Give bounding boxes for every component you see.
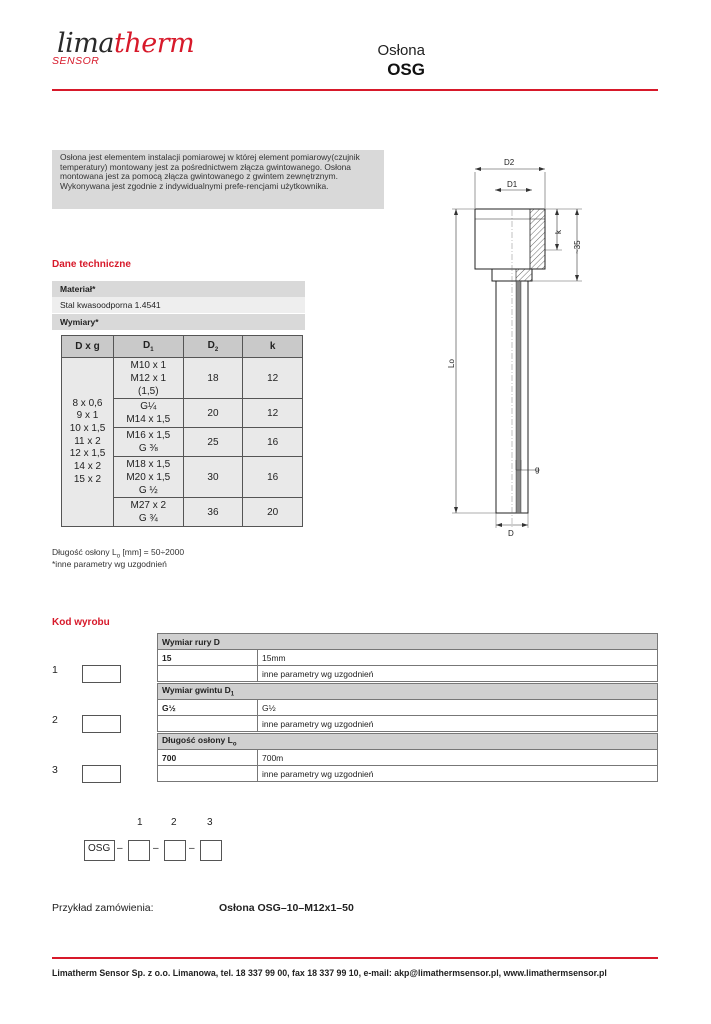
order-dash: –: [117, 843, 123, 854]
table-header-row: [62, 336, 303, 358]
dxg-value: 15 x 2: [73, 473, 102, 485]
d1-value: M20 x 1,5: [126, 471, 171, 483]
code-value: 15mm: [258, 650, 658, 666]
code-input-2[interactable]: [82, 715, 121, 733]
code-key: 700: [158, 750, 258, 766]
group-number: 2: [52, 714, 58, 726]
table-row: [158, 650, 658, 666]
example-value: Osłona OSG–10–M12x1–50: [219, 902, 354, 914]
col-header-d2: $D_2$: [183, 336, 243, 358]
code-table-3: [157, 733, 658, 782]
code-key: [158, 766, 258, 782]
col-header-d1: $D_1$: [113, 336, 183, 358]
d2-cell: 30: [183, 457, 243, 498]
dxg-value: 11 x 2: [74, 435, 101, 447]
group-number: 1: [52, 664, 58, 676]
code-key: [158, 666, 258, 682]
order-prefix: OSG: [88, 843, 111, 854]
code-input-1[interactable]: [82, 665, 121, 683]
length-note-pre: Długość osłony L: [52, 547, 117, 557]
group-number: 3: [52, 764, 58, 776]
dxg-value: 12 x 1,5: [69, 448, 106, 460]
code-value: G½: [258, 700, 658, 716]
d1-value: G ½: [138, 484, 158, 496]
code-key: 15: [158, 650, 258, 666]
tech-section-title: Dane techniczne: [52, 259, 131, 270]
col-header-dxg: D x g: [62, 336, 114, 358]
g-dim-label: g: [535, 465, 540, 474]
group-header: Wymiar rury D: [158, 634, 658, 650]
table-row: [158, 666, 658, 682]
logo-main: lima: [57, 28, 114, 59]
dxg-value: 10 x 1,5: [69, 422, 106, 434]
d1-value: G ¾: [138, 513, 158, 524]
length-note-post: [mm] = 50÷2000: [120, 547, 185, 557]
dxg-cell: [62, 358, 114, 527]
table-row: [62, 358, 303, 399]
table-row: [158, 700, 658, 716]
page-subtitle: Osłona: [377, 42, 425, 59]
thirtyfive-dim-label: ~35: [573, 240, 582, 254]
lo-dim-label: Lo: [447, 359, 456, 368]
d1-value: G¼: [140, 401, 157, 412]
dims-label: Wymiary*: [52, 314, 305, 330]
order-slot-3[interactable]: [200, 840, 222, 861]
order-slot-1[interactable]: [128, 840, 150, 861]
d1-value: M16 x 1,5: [126, 430, 171, 441]
code-table-2: [157, 683, 658, 732]
code-key: G½: [158, 700, 258, 716]
group-header: Długość osłony $L_o$: [158, 734, 658, 750]
d2-cell: 36: [183, 498, 243, 527]
k-cell: 16: [243, 457, 303, 498]
d2-dim-label: D2: [504, 158, 515, 167]
d-dim-label: D: [508, 529, 514, 538]
dxg-value: 8 x 0,6: [72, 397, 103, 409]
params-note: *inne parametry wg uzgodnień: [52, 559, 167, 569]
d1-value: G ⅜: [138, 443, 158, 454]
k-cell: 12: [243, 399, 303, 428]
logo-accent: therm: [113, 28, 195, 59]
code-table-1: [157, 633, 658, 682]
table-row: [158, 766, 658, 782]
length-note: [52, 547, 184, 560]
d1-value: (1,5): [138, 385, 159, 397]
d1-dim-label: D1: [507, 180, 518, 189]
group-header: Wymiar gwintu $D_1$: [158, 684, 658, 700]
code-value: inne parametry wg uzgodnień: [258, 666, 658, 682]
table-row: [158, 716, 658, 732]
logo-sub: SENSOR: [52, 55, 100, 67]
order-dash: –: [153, 843, 159, 854]
technical-drawing: [440, 150, 610, 540]
length-note-sub: o: [116, 553, 121, 560]
material-value: Stal kwasoodporna 1.4541: [52, 297, 305, 313]
d1-value: M14 x 1,5: [126, 414, 171, 425]
order-slot-2[interactable]: [164, 840, 186, 861]
d2-cell: 18: [183, 358, 243, 399]
d1-value: M27 x 2: [130, 500, 167, 511]
d1-value: M12 x 1: [130, 372, 167, 384]
header-divider: [52, 89, 658, 91]
k-cell: 20: [243, 498, 303, 527]
d1-value: M10 x 1: [130, 359, 167, 371]
order-dash: –: [189, 843, 195, 854]
d1-cell: [113, 358, 183, 399]
k-cell: 16: [243, 428, 303, 457]
col-header-k: k: [243, 336, 303, 358]
code-value: 700m: [258, 750, 658, 766]
dxg-value: 14 x 2: [73, 461, 102, 473]
dimensions-table: [61, 335, 303, 527]
order-num-2: 2: [171, 817, 177, 828]
d2-cell: 25: [183, 428, 243, 457]
page-title: OSG: [387, 60, 425, 79]
order-num-3: 3: [207, 817, 213, 828]
code-value: inne parametry wg uzgodnień: [258, 766, 658, 782]
code-key: [158, 716, 258, 732]
dxg-value: 9 x 1: [76, 410, 99, 422]
example-label: Przykład zamówienia:: [52, 902, 154, 914]
d1-cell: [113, 457, 183, 498]
d2-cell: 20: [183, 399, 243, 428]
order-num-1: 1: [137, 817, 143, 828]
material-label: Materiał*: [52, 281, 305, 297]
footer-divider: [52, 957, 658, 959]
footer-contact: Limatherm Sensor Sp. z o.o. Limanowa, tel. 18 337 99 00, fax 18 337 99 10, e-mail: akp@limathermsensor.pl, www.limathermsensor.pl: [52, 968, 607, 978]
d1-cell: [113, 498, 183, 527]
d1-value: M18 x 1,5: [126, 458, 171, 470]
description-box: Osłona jest elementem instalacji pomiarowej w której element pomiarowy(czujnik temperatury) montowany jest za pośrednictwem złącza gwintowanego. Osłona montowana jest za pomocą złącza gwintowanego z gwintem zewnętrznym. Wykonywana jest zgodnie z indywidualnymi prefe-rencjami użytkownika.: [52, 150, 384, 209]
code-value: inne parametry wg uzgodnień: [258, 716, 658, 732]
code-input-3[interactable]: [82, 765, 121, 783]
code-section-title: Kod wyrobu: [52, 617, 110, 628]
head-section: [530, 209, 545, 269]
d1-cell: [113, 428, 183, 457]
table-row: [158, 750, 658, 766]
d1-cell: [113, 399, 183, 428]
k-dim-label: k: [554, 230, 563, 234]
k-cell: 12: [243, 358, 303, 399]
